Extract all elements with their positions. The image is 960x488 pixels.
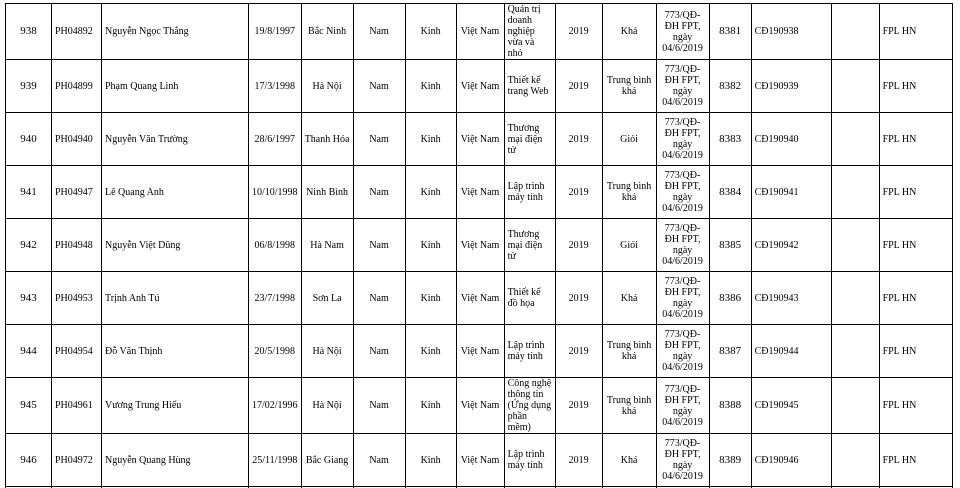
cell-stt: 945 (6, 378, 52, 434)
cell-stt: 938 (6, 4, 52, 60)
cell-certificate-code: CĐ190942 (751, 219, 831, 272)
table-body (6, 4, 953, 488)
cell-gender: Nam (353, 60, 405, 113)
cell-birth-date: 25/11/1998 (249, 434, 302, 487)
cell-gender: Nam (353, 113, 405, 166)
cell-gender: Nam (353, 219, 405, 272)
cell-student-id: PH04947 (52, 166, 102, 219)
cell-campus: FPL HN (879, 60, 952, 113)
cell-major: Thương mại điện tử (504, 113, 555, 166)
cell-graduation-year: 2019 (555, 60, 602, 113)
cell-student-name: Vương Trung Hiếu (102, 378, 249, 434)
cell-certificate-number: 8385 (709, 219, 751, 272)
cell-certificate-code: CĐ190944 (751, 325, 831, 378)
cell-ethnicity: Kinh (405, 60, 456, 113)
cell-certificate-code: CĐ190941 (751, 166, 831, 219)
cell-certificate-number: 8388 (709, 378, 751, 434)
cell-student-name: Trịnh Anh Tú (102, 272, 249, 325)
cell-note (831, 166, 879, 219)
cell-stt: 941 (6, 166, 52, 219)
cell-decision: 773/QĐ-ĐH FPT, ngày 04/6/2019 (656, 272, 709, 325)
cell-ethnicity: Kinh (405, 325, 456, 378)
cell-student-id: PH04961 (52, 378, 102, 434)
cell-stt: 939 (6, 60, 52, 113)
cell-note (831, 60, 879, 113)
cell-ethnicity: Kinh (405, 166, 456, 219)
cell-graduation-year: 2019 (555, 113, 602, 166)
cell-nationality: Việt Nam (456, 434, 504, 487)
cell-certificate-number: 8384 (709, 166, 751, 219)
cell-graduation-year: 2019 (555, 4, 602, 60)
cell-nationality: Việt Nam (456, 113, 504, 166)
table-row (6, 166, 953, 219)
cell-student-id: PH04940 (52, 113, 102, 166)
cell-student-id: PH04954 (52, 325, 102, 378)
cell-stt: 942 (6, 219, 52, 272)
cell-major: Thiết kế đồ họa (504, 272, 555, 325)
cell-campus: FPL HN (879, 219, 952, 272)
cell-classification: Khá (602, 434, 656, 487)
cell-birth-place: Hà Nội (301, 325, 353, 378)
cell-graduation-year: 2019 (555, 166, 602, 219)
cell-certificate-number: 8382 (709, 60, 751, 113)
cell-campus: FPL HN (879, 378, 952, 434)
cell-nationality: Việt Nam (456, 378, 504, 434)
cell-classification: Khá (602, 272, 656, 325)
cell-student-name: Phạm Quang Linh (102, 60, 249, 113)
cell-birth-date: 17/02/1996 (249, 378, 302, 434)
cell-certificate-code: CĐ190938 (751, 4, 831, 60)
cell-note (831, 434, 879, 487)
table-row (6, 219, 953, 272)
cell-ethnicity: Kinh (405, 219, 456, 272)
cell-major: Lập trình máy tính (504, 166, 555, 219)
cell-certificate-code: CĐ190946 (751, 434, 831, 487)
cell-campus: FPL HN (879, 166, 952, 219)
cell-birth-place: Bắc Giang (301, 434, 353, 487)
cell-graduation-year: 2019 (555, 325, 602, 378)
cell-stt: 943 (6, 272, 52, 325)
cell-classification: Trung bình khá (602, 166, 656, 219)
cell-certificate-number: 8383 (709, 113, 751, 166)
cell-campus: FPL HN (879, 325, 952, 378)
cell-classification: Giỏi (602, 113, 656, 166)
cell-stt: 946 (6, 434, 52, 487)
cell-classification: Trung bình khá (602, 378, 656, 434)
cell-note (831, 113, 879, 166)
cell-classification: Giỏi (602, 219, 656, 272)
cell-student-name: Nguyễn Văn Trường (102, 113, 249, 166)
cell-campus: FPL HN (879, 113, 952, 166)
cell-graduation-year: 2019 (555, 378, 602, 434)
cell-campus: FPL HN (879, 272, 952, 325)
cell-student-id: PH04892 (52, 4, 102, 60)
cell-student-name: Nguyễn Quang Hùng (102, 434, 249, 487)
cell-decision: 773/QĐ-ĐH FPT, ngày 04/6/2019 (656, 113, 709, 166)
cell-birth-date: 23/7/1998 (249, 272, 302, 325)
cell-student-id: PH04972 (52, 434, 102, 487)
cell-note (831, 378, 879, 434)
cell-birth-date: 19/8/1997 (249, 4, 302, 60)
cell-gender: Nam (353, 434, 405, 487)
cell-graduation-year: 2019 (555, 272, 602, 325)
cell-decision: 773/QĐ-ĐH FPT, ngày 04/6/2019 (656, 434, 709, 487)
cell-certificate-code: CĐ190939 (751, 60, 831, 113)
cell-decision: 773/QĐ-ĐH FPT, ngày 04/6/2019 (656, 166, 709, 219)
cell-classification: Khá (602, 4, 656, 60)
cell-student-id: PH04948 (52, 219, 102, 272)
cell-graduation-year: 2019 (555, 219, 602, 272)
cell-note (831, 4, 879, 60)
table-row (6, 60, 953, 113)
cell-stt: 944 (6, 325, 52, 378)
cell-major: Thương mại điện tử (504, 219, 555, 272)
cell-birth-date: 06/8/1998 (249, 219, 302, 272)
cell-birth-place: Hà Nam (301, 219, 353, 272)
cell-gender: Nam (353, 272, 405, 325)
graduation-table (5, 3, 953, 488)
cell-ethnicity: Kinh (405, 434, 456, 487)
cell-gender: Nam (353, 166, 405, 219)
cell-birth-place: Ninh Bình (301, 166, 353, 219)
table-row (6, 378, 953, 434)
cell-campus: FPL HN (879, 434, 952, 487)
cell-certificate-number: 8389 (709, 434, 751, 487)
cell-gender: Nam (353, 378, 405, 434)
cell-birth-place: Sơn La (301, 272, 353, 325)
cell-birth-place: Hà Nội (301, 378, 353, 434)
cell-note (831, 272, 879, 325)
cell-stt: 940 (6, 113, 52, 166)
cell-birth-place: Thanh Hóa (301, 113, 353, 166)
cell-major: Thiết kế trang Web (504, 60, 555, 113)
cell-classification: Trung bình khá (602, 60, 656, 113)
cell-student-name: Nguyễn Ngọc Thắng (102, 4, 249, 60)
cell-birth-date: 10/10/1998 (249, 166, 302, 219)
cell-nationality: Việt Nam (456, 4, 504, 60)
table-row (6, 434, 953, 487)
cell-birth-date: 17/3/1998 (249, 60, 302, 113)
cell-note (831, 219, 879, 272)
cell-nationality: Việt Nam (456, 166, 504, 219)
cell-graduation-year: 2019 (555, 434, 602, 487)
table-row (6, 4, 953, 60)
cell-classification: Trung bình khá (602, 325, 656, 378)
cell-ethnicity: Kinh (405, 272, 456, 325)
cell-nationality: Việt Nam (456, 272, 504, 325)
cell-certificate-code: CĐ190943 (751, 272, 831, 325)
cell-note (831, 325, 879, 378)
cell-student-name: Lê Quang Anh (102, 166, 249, 219)
cell-gender: Nam (353, 4, 405, 60)
cell-birth-date: 20/5/1998 (249, 325, 302, 378)
cell-student-id: PH04953 (52, 272, 102, 325)
cell-campus: FPL HN (879, 4, 952, 60)
cell-student-name: Nguyễn Việt Dũng (102, 219, 249, 272)
cell-major: Công nghệ thông tin (Ứng dụng phần mềm) (504, 378, 555, 434)
cell-student-id: PH04899 (52, 60, 102, 113)
cell-student-name: Đỗ Văn Thịnh (102, 325, 249, 378)
cell-certificate-code: CĐ190940 (751, 113, 831, 166)
table-row (6, 272, 953, 325)
cell-decision: 773/QĐ-ĐH FPT, ngày 04/6/2019 (656, 325, 709, 378)
cell-birth-place: Bắc Ninh (301, 4, 353, 60)
cell-birth-place: Hà Nội (301, 60, 353, 113)
cell-decision: 773/QĐ-ĐH FPT, ngày 04/6/2019 (656, 4, 709, 60)
cell-major: Lập trình máy tính (504, 325, 555, 378)
cell-ethnicity: Kinh (405, 378, 456, 434)
cell-major: Quản trị doanh nghiệp vừa và nhỏ (504, 4, 555, 60)
cell-nationality: Việt Nam (456, 325, 504, 378)
cell-major: Lập trình máy tính (504, 434, 555, 487)
cell-nationality: Việt Nam (456, 60, 504, 113)
cell-decision: 773/QĐ-ĐH FPT, ngày 04/6/2019 (656, 219, 709, 272)
cell-nationality: Việt Nam (456, 219, 504, 272)
cell-gender: Nam (353, 325, 405, 378)
cell-ethnicity: Kinh (405, 113, 456, 166)
cell-decision: 773/QĐ-ĐH FPT, ngày 04/6/2019 (656, 378, 709, 434)
cell-ethnicity: Kinh (405, 4, 456, 60)
cell-certificate-code: CĐ190945 (751, 378, 831, 434)
cell-certificate-number: 8387 (709, 325, 751, 378)
cell-birth-date: 28/6/1997 (249, 113, 302, 166)
cell-certificate-number: 8386 (709, 272, 751, 325)
table-row (6, 113, 953, 166)
table-row (6, 325, 953, 378)
cell-certificate-number: 8381 (709, 4, 751, 60)
cell-decision: 773/QĐ-ĐH FPT, ngày 04/6/2019 (656, 60, 709, 113)
